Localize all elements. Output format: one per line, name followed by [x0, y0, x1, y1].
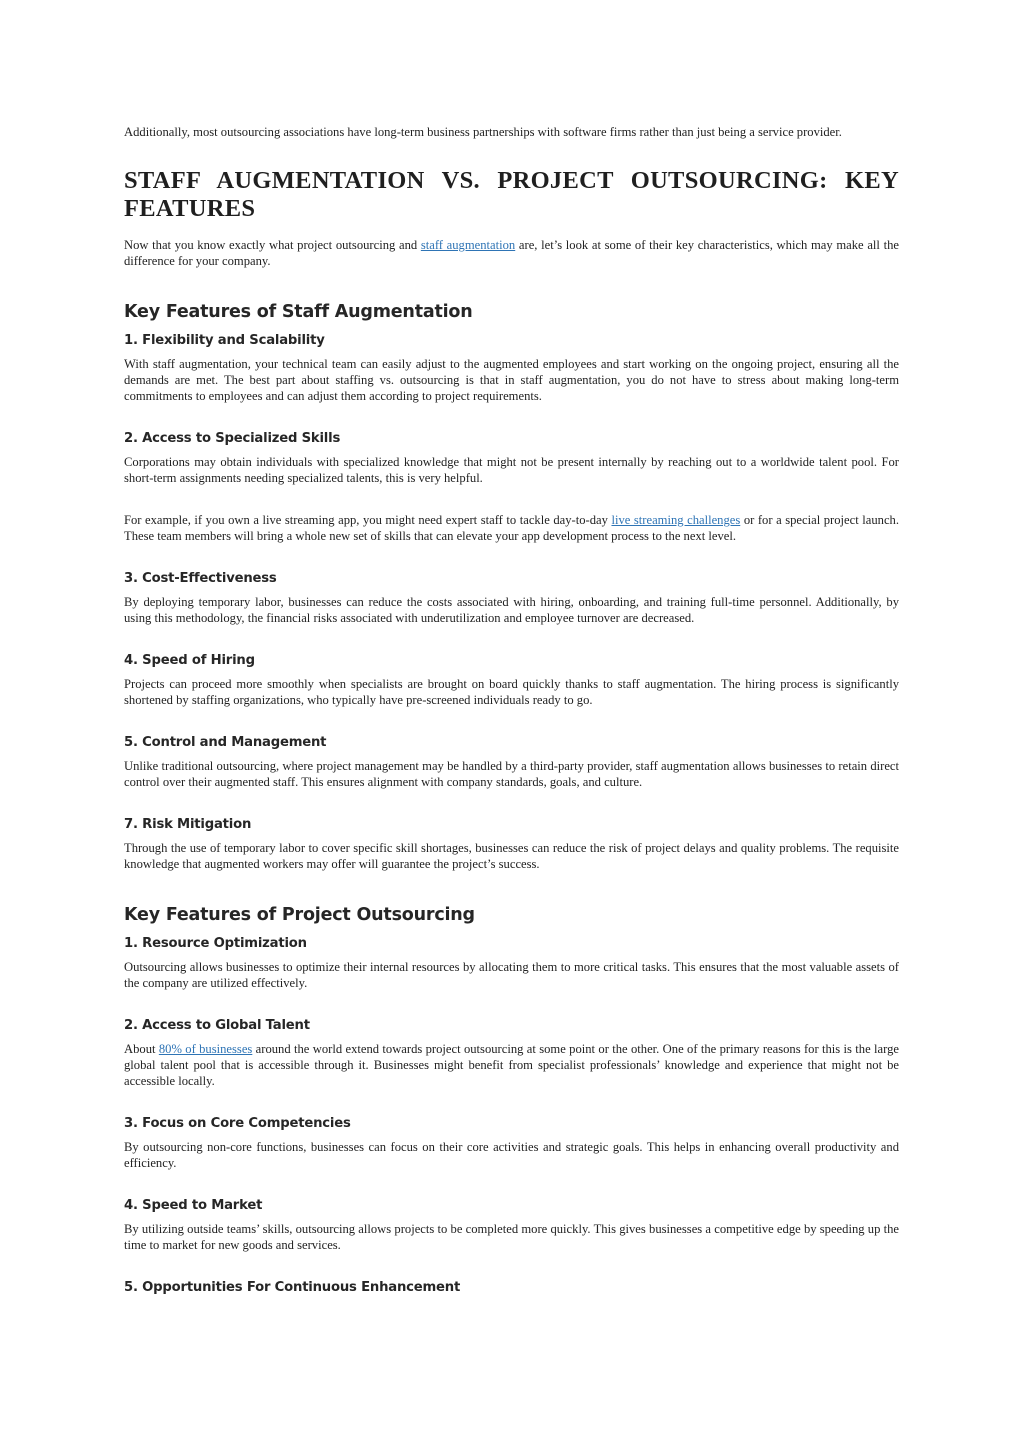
- feature-title: 4. Speed to Market: [124, 1198, 263, 1213]
- feature-title: 4. Speed of Hiring: [124, 653, 255, 668]
- feature-title: 1. Flexibility and Scalability: [124, 333, 325, 348]
- feature-title: 7. Risk Mitigation: [124, 817, 252, 832]
- feature-title: 5. Control and Management: [124, 735, 327, 750]
- staff-section-heading: Key Features of Staff Augmentation: [124, 302, 473, 322]
- feature-body: By outsourcing non-core functions, businesses can focus on their core activities and strategic goals. This helps in enhancing overall productivity and efficiency.: [124, 1140, 899, 1170]
- document-page: [124, 124, 899, 1303]
- feature-title: 1. Resource Optimization: [124, 936, 307, 951]
- eighty-percent-businesses-link[interactable]: 80% of businesses: [158, 1042, 253, 1056]
- feature-title: 2. Access to Global Talent: [124, 1018, 310, 1033]
- lead-text-after: are, let’s look at some of their key characteristics, which may make all the difference for your company.: [124, 238, 899, 268]
- example-text-before: For example, if you own a live streaming app, you might need expert staff to tackle day-to-day: [124, 513, 612, 527]
- feature-title: 3. Cost-Effectiveness: [124, 571, 277, 586]
- lead-paragraph: [124, 237, 899, 269]
- feature-title: 2. Access to Specialized Skills: [124, 431, 341, 446]
- feature-title: 3. Focus on Core Competencies: [124, 1116, 351, 1131]
- feature-body: With staff augmentation, your technical team can easily adjust to the augmented employees and start working on the ongoing project, ensuring all the demands are met. The best part about staffing vs. outsourcing is that in staff augmentation, you do not have to stress about making long-term commitments to employees and can adjust them according to project requirements.: [124, 357, 899, 403]
- live-streaming-challenges-link[interactable]: live streaming challenges: [611, 513, 741, 527]
- intro-paragraph: Additionally, most outsourcing associations have long-term business partnerships with software firms rather than just being a service provider.: [124, 125, 842, 139]
- staff-augmentation-link[interactable]: staff augmentation: [420, 238, 516, 252]
- feature-body: Through the use of temporary labor to cover specific skill shortages, businesses can reduce the risk of project delays and quality problems. The requisite knowledge that augmented workers may offer will guarantee the project’s success.: [124, 841, 899, 871]
- feature-title: 5. Opportunities For Continuous Enhancement: [124, 1280, 461, 1295]
- feature-body: Corporations may obtain individuals with specialized knowledge that might not be present internally by reaching out to a worldwide talent pool. For short-term assignments needing specialized talents, this is very helpful.: [124, 455, 899, 485]
- feature-body: Outsourcing allows businesses to optimize their internal resources by allocating them to more critical tasks. This ensures that the most valuable assets of the company are utilized effectively.: [124, 960, 899, 990]
- global-talent-text-before: About: [124, 1042, 159, 1056]
- outsourcing-section-heading: Key Features of Project Outsourcing: [124, 905, 475, 925]
- example-text-after: or for a special project launch. These team members will bring a whole new set of skills that can elevate your app development process to the next level.: [124, 513, 899, 543]
- main-heading: STAFF AUGMENTATION VS. PROJECT OUTSOURCING: KEY FEATURES: [124, 167, 899, 222]
- lead-text-before: Now that you know exactly what project outsourcing and: [124, 238, 421, 252]
- feature-body: Unlike traditional outsourcing, where project management may be handled by a third-party provider, staff augmentation allows businesses to retain direct control over their augmented staff. This ensures alignment with company standards, goals, and culture.: [124, 759, 899, 789]
- feature-body: By deploying temporary labor, businesses can reduce the costs associated with hiring, onboarding, and training full-time personnel. Additionally, by using this methodology, the financial risks associated with underutilization and employee turnover are decreased.: [124, 595, 899, 625]
- feature-body: Projects can proceed more smoothly when specialists are brought on board quickly thanks to staff augmentation. The hiring process is significantly shortened by staffing organizations, who typically have pre-screened individuals ready to go.: [124, 677, 899, 707]
- feature-body: [124, 1041, 899, 1089]
- feature-body: By utilizing outside teams’ skills, outsourcing allows projects to be completed more quickly. This gives businesses a competitive edge by speeding up the time to market for new goods and services.: [124, 1222, 899, 1252]
- global-talent-text-after: around the world extend towards project outsourcing at some point or the other. One of the primary reasons for this is the large global talent pool that is accessible through it. Businesses might benefit from specialist professionals’ knowledge and experience that might not be accessible locally.: [124, 1042, 899, 1088]
- example-paragraph: [124, 512, 899, 544]
